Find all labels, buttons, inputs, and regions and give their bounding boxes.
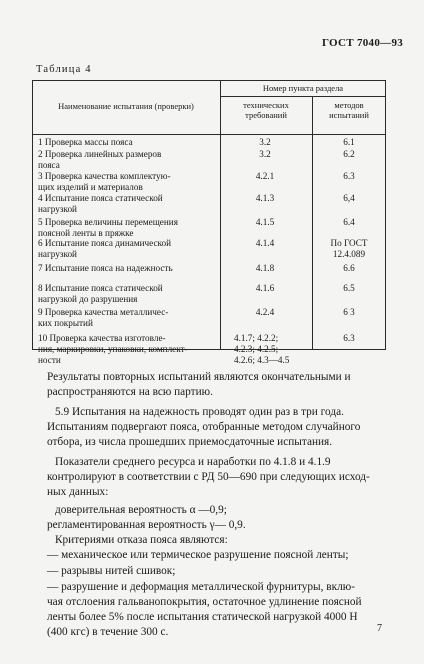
body-line: контролируют в соответствии с РД 50—690 при следующих исход- xyxy=(47,471,370,483)
body-line: (400 кгс) в течение 300 с. xyxy=(47,626,169,638)
table-right-border xyxy=(385,80,386,350)
table-row-tech-ref: 4.1.3 xyxy=(255,193,275,203)
table-row-tech-ref: 4.2.1 xyxy=(255,171,275,181)
body-line: — разрывы нитей сшивок; xyxy=(47,565,176,577)
standard-code: ГОСТ 7040—93 xyxy=(322,37,404,49)
body-line: 5.9 Испытания на надежность проводят один раз в три года. xyxy=(55,406,344,418)
table-row-method-ref: 6.3 xyxy=(343,171,355,181)
group-header: Номер пункта раздела xyxy=(262,83,344,93)
table-row-name: 9 Проверка качества металличес- ких покрытий xyxy=(38,307,169,328)
table-row-tech-ref: 4.1.8 xyxy=(255,263,275,273)
test-table xyxy=(32,80,386,365)
table-row-name: 6 Испытание пояса динамической нагрузкой xyxy=(38,238,172,259)
col-tech-header: технических требований xyxy=(243,100,289,120)
table-row-method-ref: 6.1 xyxy=(343,137,355,147)
table-row-method-ref: По ГОСТ 12.4.089 xyxy=(330,238,368,259)
table-header-border xyxy=(32,134,386,135)
col-methods-header: методов испытаний xyxy=(329,100,369,120)
body-line: ных данных: xyxy=(47,486,109,498)
table-row-tech-ref: 4.2.4 xyxy=(255,307,275,317)
table-row-method-ref: 6.2 xyxy=(343,149,355,159)
table-top-border xyxy=(32,80,386,81)
table-row-method-ref: 6,4 xyxy=(343,193,355,203)
body-line: доверительная вероятность α —0,9; xyxy=(55,504,227,516)
table-row-tech-ref: 4.1.4 xyxy=(255,238,275,248)
table-row-method-ref: 6.6 xyxy=(343,263,355,273)
table-row-tech-ref: 4.1.7; 4.2.2; 4.2.3; 4.2.5; 4.2.6; 4.3—4.5 xyxy=(234,333,290,365)
body-line: — разрушение и деформация металлической фурнитуры, вклю- xyxy=(47,581,355,593)
table-row-tech-ref: 3.2 xyxy=(259,149,271,159)
table-row-name: 4 Испытание пояса статической нагрузкой xyxy=(38,193,163,214)
table-row-method-ref: 6.4 xyxy=(343,217,355,227)
table-col-divider-2 xyxy=(312,96,313,350)
table-row-name: 5 Проверка величины перемещения поясной ленты в пряжке xyxy=(38,217,178,238)
body-line: Результаты повторных испытаний являются окончательными и xyxy=(47,371,351,383)
table-row-tech-ref: 4.1.6 xyxy=(255,283,275,293)
table-row-name: 10 Проверка качества изготовле- ния, маркировки, упаковки, комплект- ности xyxy=(38,333,188,365)
table-caption: Таблица 4 xyxy=(36,64,92,75)
body-line: Показатели среднего ресурса и наработки по 4.1.8 и 4.1.9 xyxy=(55,456,331,468)
body-line: Критериями отказа пояса являются: xyxy=(55,534,228,546)
table-row-method-ref: 6.5 xyxy=(343,283,355,293)
page-mark: 7 xyxy=(377,623,382,634)
body-line: — механическое или термическое разрушение поясной ленты; xyxy=(47,549,349,561)
table-row-tech-ref: 3.2 xyxy=(259,137,271,147)
table-left-border xyxy=(32,80,33,350)
table-row-name: 7 Испытание пояса на надежность xyxy=(38,263,173,273)
col-name-header: Наименование испытания (проверки) xyxy=(58,101,194,111)
body-line: отбора, из числа прошедших приемосдаточные испытания. xyxy=(47,436,333,448)
body-line: чая отслоения гальванопокрытия, остаточное удлинение поясной xyxy=(47,596,362,608)
table-row-name: 3 Проверка качества комплектую- щих изделий и материалов xyxy=(38,171,171,192)
table-row-name: 8 Испытание пояса статической нагрузкой до разрушения xyxy=(38,283,163,304)
body-line: ленты более 5% после испытания статической нагрузкой 4000 Н xyxy=(47,611,358,623)
body-line: распространяются на всю партию. xyxy=(47,386,213,398)
table-row-method-ref: 6.3 xyxy=(343,333,355,343)
body-line: регламентированная вероятность γ— 0,9. xyxy=(47,519,246,531)
table-group-divider xyxy=(220,96,386,97)
table-row-name: 1 Проверка массы пояса xyxy=(38,137,133,147)
table-row-method-ref: 6 3 xyxy=(343,307,355,317)
body-line: Испытаниям подвергают пояса, отобранные методом случайного xyxy=(47,421,361,433)
table-row-name: 2 Проверка линейных размеров пояса xyxy=(38,149,162,170)
table-row-tech-ref: 4.1.5 xyxy=(255,217,275,227)
